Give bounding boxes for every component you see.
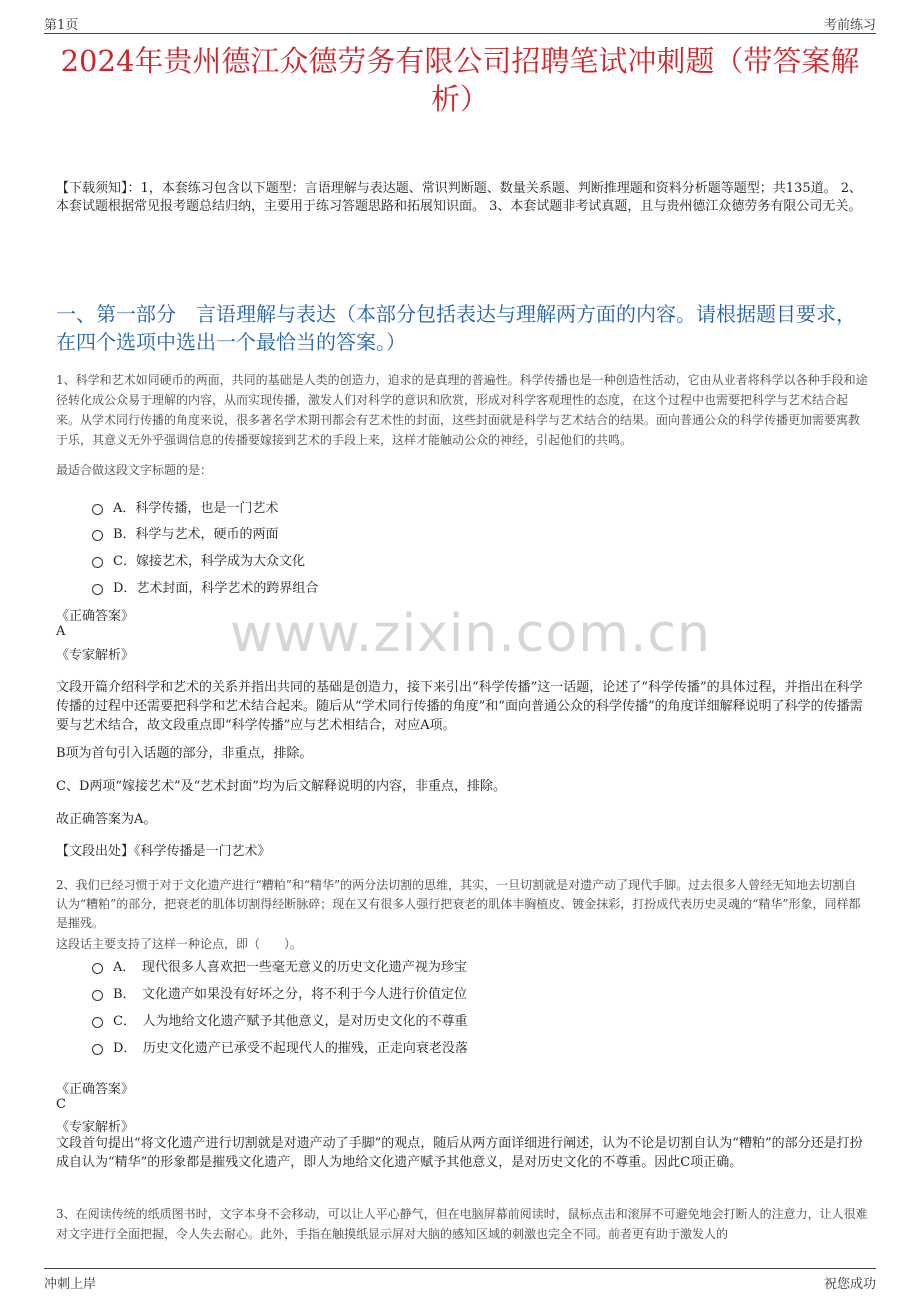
option-label: A． 现代很多人喜欢把一些毫无意义的历史文化遗产视为珍宝 <box>113 960 467 975</box>
question-1-prompt: 最适合做这段文字标题的是： <box>56 463 213 477</box>
document-title: 2024年贵州德江众德劳务有限公司招聘笔试冲刺题（带答案解析） <box>60 44 860 116</box>
question-2-prompt: 这段话主要支持了这样一种论点，即（ ）。 <box>56 937 303 951</box>
question-2-option-a[interactable] <box>92 956 467 975</box>
question-2-answer: C <box>56 1097 66 1112</box>
radio-icon[interactable] <box>92 557 103 568</box>
question-2-analysis-label: 《专家解析》 <box>56 1120 135 1135</box>
question-1-stem: 1、科学和艺术如同硬币的两面，共同的基础是人类的创造力，追求的是真理的普遍性。科学传播也是一种创造性活动，它由从业者将科学以各种手段和途径转化成公众易于理解的内容，从而实现传播，激发人们对科学的意识和欣赏，形成对科学客观理性的态度，在这个过程中也需要把科学与艺术结合起来。从学术同行传播的角度来说，很多著名学术期刊都会有艺术性的封面，这些封面就是科学与艺术结合的结果。面向普通公众的科学传播更加需要寓教于乐，其意义无外乎强调信息的传播要嫁接到艺术的手段上来，这样才能触动公众的神经，引起他们的共鸣。 <box>56 373 868 447</box>
radio-icon[interactable] <box>92 584 103 595</box>
question-3-stem: 3、在阅读传统的纸质图书时，文字本身不会移动，可以让人平心静气，但在电脑屏幕前阅读时，鼠标点击和滚屏不可避免地会打断人的注意力，让人很难对文字进行全面把握，令人失去耐心。此外，手指在触摸纸显示屏对大脑的感知区域的刺激也完全不同。前者更有助于激发人的 <box>56 1207 868 1241</box>
option-label: B． 文化遗产如果没有好坏之分，将不利于今人进行价值定位 <box>113 987 468 1002</box>
watermark: www.zixin.com.cn <box>230 604 711 664</box>
question-1-option-d[interactable] <box>92 577 318 596</box>
question-1-analysis: 文段开篇介绍科学和艺术的关系并指出共同的基础是创造力，接下来引出“科学传播”这一话题，论述了“科学传播”的具体过程，并指出在科学传播的过程中还需要把科学和艺术结合起来。随后从“学术同行传播的角度”和“面向普通公众的科学传播”的角度详细解释说明了科学的传播需要与艺术结合，故文段重点即“科学传播”应与艺术相结合，对应A项。 <box>56 680 863 733</box>
page-number: 第1页 <box>44 18 79 33</box>
question-1-analysis-cd: C、D两项“嫁接艺术”及“艺术封面”均为后文解释说明的内容，非重点，排除。 <box>56 779 506 794</box>
option-label: D．艺术封面，科学艺术的跨界组合 <box>113 581 319 596</box>
download-notice: 【下载须知】：1，本套练习包含以下题型：言语理解与表达题、常识判断题、数量关系题、判断推理题和资料分析题等题型；共135道。 2、本套试题根据常见报考题总结归纳，主要用于练习答题思路和拓展知识面。 3、本套试题非考试真题，且与贵州德江众德劳务有限公司无关。 <box>56 181 862 214</box>
question-2-option-b[interactable] <box>92 983 467 1002</box>
question-2-stem: 2、我们已经习惯于对于文化遗产进行“糟粕”和“精华”的两分法切割的思维，其实，一旦切割就是对遗产动了现代手脚。过去很多人曾经无知地去切割自认为“糟粕”的部分，把衰老的肌体切割得经断脉碎；现在又有很多人强行把衰老的肌体丰胸植皮、镀金抹彩，打扮成代表历史灵魂的“精华”形象，同样都是摧残。 <box>56 878 861 930</box>
question-2-option-c[interactable] <box>92 1010 467 1029</box>
radio-icon[interactable] <box>92 1017 103 1028</box>
question-1-analysis-b: B项为首句引入话题的部分，非重点，排除。 <box>56 746 313 761</box>
header-rule <box>44 33 876 34</box>
radio-icon[interactable] <box>92 504 103 515</box>
question-1-option-b[interactable] <box>92 523 279 542</box>
option-label: B．科学与艺术，硬币的两面 <box>113 527 279 542</box>
radio-icon[interactable] <box>92 963 103 974</box>
question-2-analysis: 文段首句提出“将文化遗产进行切割就是对遗产动了手脚”的观点，随后从两方面详细进行阐述，认为不论是切割自认为“糟粕”的部分还是打扮成自认为“精华”的形象都是摧残文化遗产，即人为地给文化遗产赋予其他意义，是对历史文化的不尊重。因此C项正确。 <box>56 1136 863 1170</box>
radio-icon[interactable] <box>92 1044 103 1055</box>
footer-rule <box>44 1268 876 1269</box>
section-heading: 一、第一部分 言语理解与表达（本部分包括表达与理解两方面的内容。请根据题目要求，在四个选项中选出一个最恰当的答案。） <box>56 302 856 354</box>
radio-icon[interactable] <box>92 530 103 541</box>
question-2-option-d[interactable] <box>92 1037 468 1056</box>
question-1-conclusion: 故正确答案为A。 <box>56 812 157 827</box>
question-1-analysis-label: 《专家解析》 <box>56 648 135 663</box>
option-label: C．嫁接艺术，科学成为大众文化 <box>113 554 305 569</box>
radio-icon[interactable] <box>92 990 103 1001</box>
question-1-option-c[interactable] <box>92 550 305 569</box>
question-1-answer: A <box>56 624 66 639</box>
question-2-answer-label: 《正确答案》 <box>56 1082 135 1097</box>
footer-right: 祝您成功 <box>823 1277 876 1292</box>
question-1-answer-label: 《正确答案》 <box>56 609 135 624</box>
option-label: D． 历史文化遗产已承受不起现代人的摧残，正走向衰老没落 <box>113 1041 468 1056</box>
question-1-option-a[interactable] <box>92 497 278 516</box>
header-label: 考前练习 <box>823 18 876 33</box>
option-label: C． 人为地给文化遗产赋予其他意义，是对历史文化的不尊重 <box>113 1014 468 1029</box>
footer-left: 冲刺上岸 <box>44 1277 97 1292</box>
option-label: A．科学传播，也是一门艺术 <box>113 501 279 516</box>
question-1-source: 【文段出处】《科学传播是一门艺术》 <box>56 844 271 859</box>
